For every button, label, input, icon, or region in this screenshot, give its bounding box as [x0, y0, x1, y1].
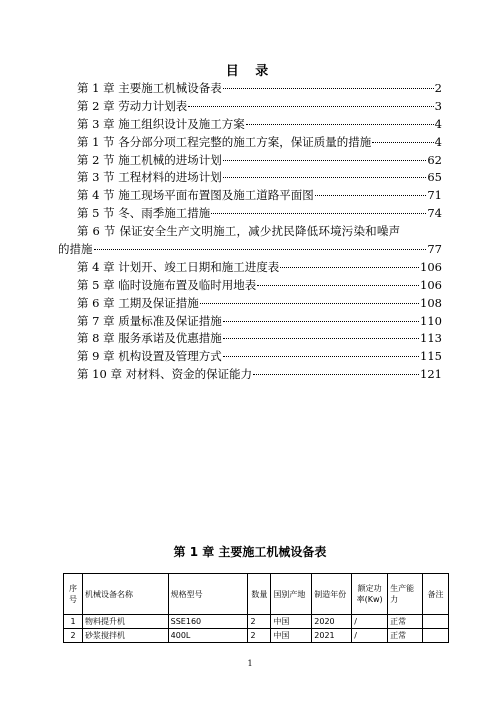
toc-entry-label: 第 7 章 质量标准及保证措施: [77, 313, 222, 328]
toc-entry-label: 第 2 节 施工机械的进场计划: [77, 152, 222, 167]
cell-qty: 2: [248, 615, 271, 629]
toc-entry-page: 77: [427, 242, 442, 257]
toc-entry[interactable]: [77, 134, 442, 152]
cell-remark: [423, 615, 449, 629]
toc-entry[interactable]: [77, 330, 442, 348]
toc-entry-label: 第 9 章 机构设置及管理方式: [77, 349, 222, 364]
cell-year: 2021: [312, 629, 352, 643]
toc-entry-label: 第 10 章 对材料、资金的保证能力: [77, 367, 253, 382]
toc-leader-dots: [223, 88, 434, 89]
toc-entry[interactable]: [77, 348, 442, 366]
cell-origin: 中国: [271, 629, 312, 643]
header-name: 机械设备名称: [82, 574, 168, 615]
page-number: 1: [247, 659, 253, 668]
toc-entry-page: 2: [434, 81, 442, 95]
header-model: 规格型号: [168, 574, 248, 615]
toc-entry-page: 71: [427, 188, 442, 203]
toc-leader-dots: [94, 249, 427, 250]
toc-entry-label: 第 4 章 计划开、竣工日期和施工进度表: [77, 259, 280, 274]
toc-leader-dots: [223, 160, 427, 161]
toc-leader-dots: [257, 285, 419, 286]
toc-entry-label: 第 6 章 工期及保证措施: [77, 295, 199, 310]
toc-leader-dots: [315, 195, 427, 196]
toc-entry-label: 第 8 章 服务承诺及优惠措施: [77, 331, 222, 346]
toc-entry[interactable]: [77, 116, 442, 134]
toc-entry[interactable]: [77, 98, 442, 116]
toc-entry[interactable]: [77, 295, 442, 313]
toc-entry-page: 65: [427, 170, 442, 185]
toc-entry-label: 第 1 节 各分部分项工程完整的施工方案，保证质量的措施: [77, 134, 372, 149]
toc-entry-page: 3: [434, 98, 442, 113]
cell-qty: 2: [248, 629, 271, 643]
toc-leader-dots: [223, 177, 427, 178]
toc-entry-page: 106: [420, 259, 442, 274]
toc-leader-dots: [223, 321, 419, 322]
toc-leader-dots: [188, 106, 433, 107]
table-row: [64, 615, 449, 629]
table-of-contents: [58, 80, 442, 384]
toc-entry-page: 110: [420, 313, 442, 328]
toc-entry-page: 115: [420, 349, 442, 364]
toc-leader-dots: [223, 338, 419, 339]
header-seq: 序号: [64, 574, 83, 615]
cell-seq: 2: [64, 629, 83, 643]
cell-model: SSE160: [168, 615, 248, 629]
toc-entry-page: 108: [420, 295, 442, 310]
toc-entry-label: 第 2 章 劳动力计划表: [77, 98, 188, 113]
toc-entry[interactable]: [77, 277, 442, 295]
toc-entry[interactable]: [58, 241, 442, 259]
cell-origin: 中国: [271, 615, 312, 629]
toc-leader-dots: [246, 124, 434, 125]
toc-entry-label: 第 1 章 主要施工机械设备表: [77, 81, 222, 95]
cell-year: 2020: [312, 615, 352, 629]
header-capacity: 生产能力: [388, 574, 423, 615]
toc-entry[interactable]: [77, 169, 442, 187]
toc-entry[interactable]: [77, 366, 442, 384]
toc-title: 目 录: [225, 64, 275, 79]
toc-entry-page: 62: [427, 152, 442, 167]
toc-entry-page: 4: [434, 116, 442, 131]
header-year: 制造年份: [312, 574, 352, 615]
header-origin: 国别产地: [271, 574, 312, 615]
toc-entry[interactable]: [77, 187, 442, 205]
toc-entry[interactable]: [77, 152, 442, 170]
toc-entry-page: 106: [420, 277, 442, 292]
toc-entry-label: 第 3 章 施工组织设计及施工方案: [77, 116, 245, 131]
toc-entry-label: 第 5 节 冬、雨季施工措施: [77, 206, 211, 221]
toc-entry-label: 第 3 节 工程材料的进场计划: [77, 170, 222, 185]
toc-entry-page: 4: [434, 134, 442, 149]
toc-entry[interactable]: [77, 205, 442, 223]
toc-entry-label: 第 5 章 临时设施布置及临时用地表: [77, 277, 257, 292]
toc-leader-dots: [280, 267, 419, 268]
header-remark: 备注: [423, 574, 449, 615]
toc-entry-page: 121: [420, 367, 442, 382]
toc-leader-dots: [200, 303, 419, 304]
toc-entry-page: 74: [427, 206, 442, 221]
toc-entry-page: 113: [420, 331, 442, 346]
cell-power: /: [352, 615, 388, 629]
toc-entry[interactable]: [77, 80, 442, 98]
toc-entry-label: 的措施: [58, 242, 93, 257]
toc-entry[interactable]: [77, 313, 442, 331]
toc-leader-dots: [223, 356, 419, 357]
toc-leader-dots: [372, 142, 433, 143]
table-row: [64, 629, 449, 643]
toc-leader-dots: [253, 374, 419, 375]
header-power: 额定功率(Kw): [352, 574, 388, 615]
header-qty: 数量: [248, 574, 271, 615]
cell-remark: [423, 629, 449, 643]
cell-seq: 1: [64, 615, 83, 629]
table-header-row: [64, 574, 449, 615]
cell-name: 砂浆搅拌机: [82, 629, 168, 643]
toc-leader-dots: [211, 213, 426, 214]
cell-name: 物料提升机: [82, 615, 168, 629]
section-title: 第 1 章 主要施工机械设备表: [173, 545, 327, 559]
equipment-table: [63, 573, 449, 643]
cell-capacity: 正常: [388, 615, 423, 629]
toc-entry-wrapped-line[interactable]: 第 6 节 保证安全生产文明施工，减少扰民降低环境污染和噪声: [77, 224, 401, 239]
toc-entry[interactable]: [77, 259, 442, 277]
toc-entry-label: 第 4 节 施工现场平面布置图及施工道路平面图: [77, 188, 314, 203]
cell-power: /: [352, 629, 388, 643]
cell-model: 400L: [168, 629, 248, 643]
cell-capacity: 正常: [388, 629, 423, 643]
